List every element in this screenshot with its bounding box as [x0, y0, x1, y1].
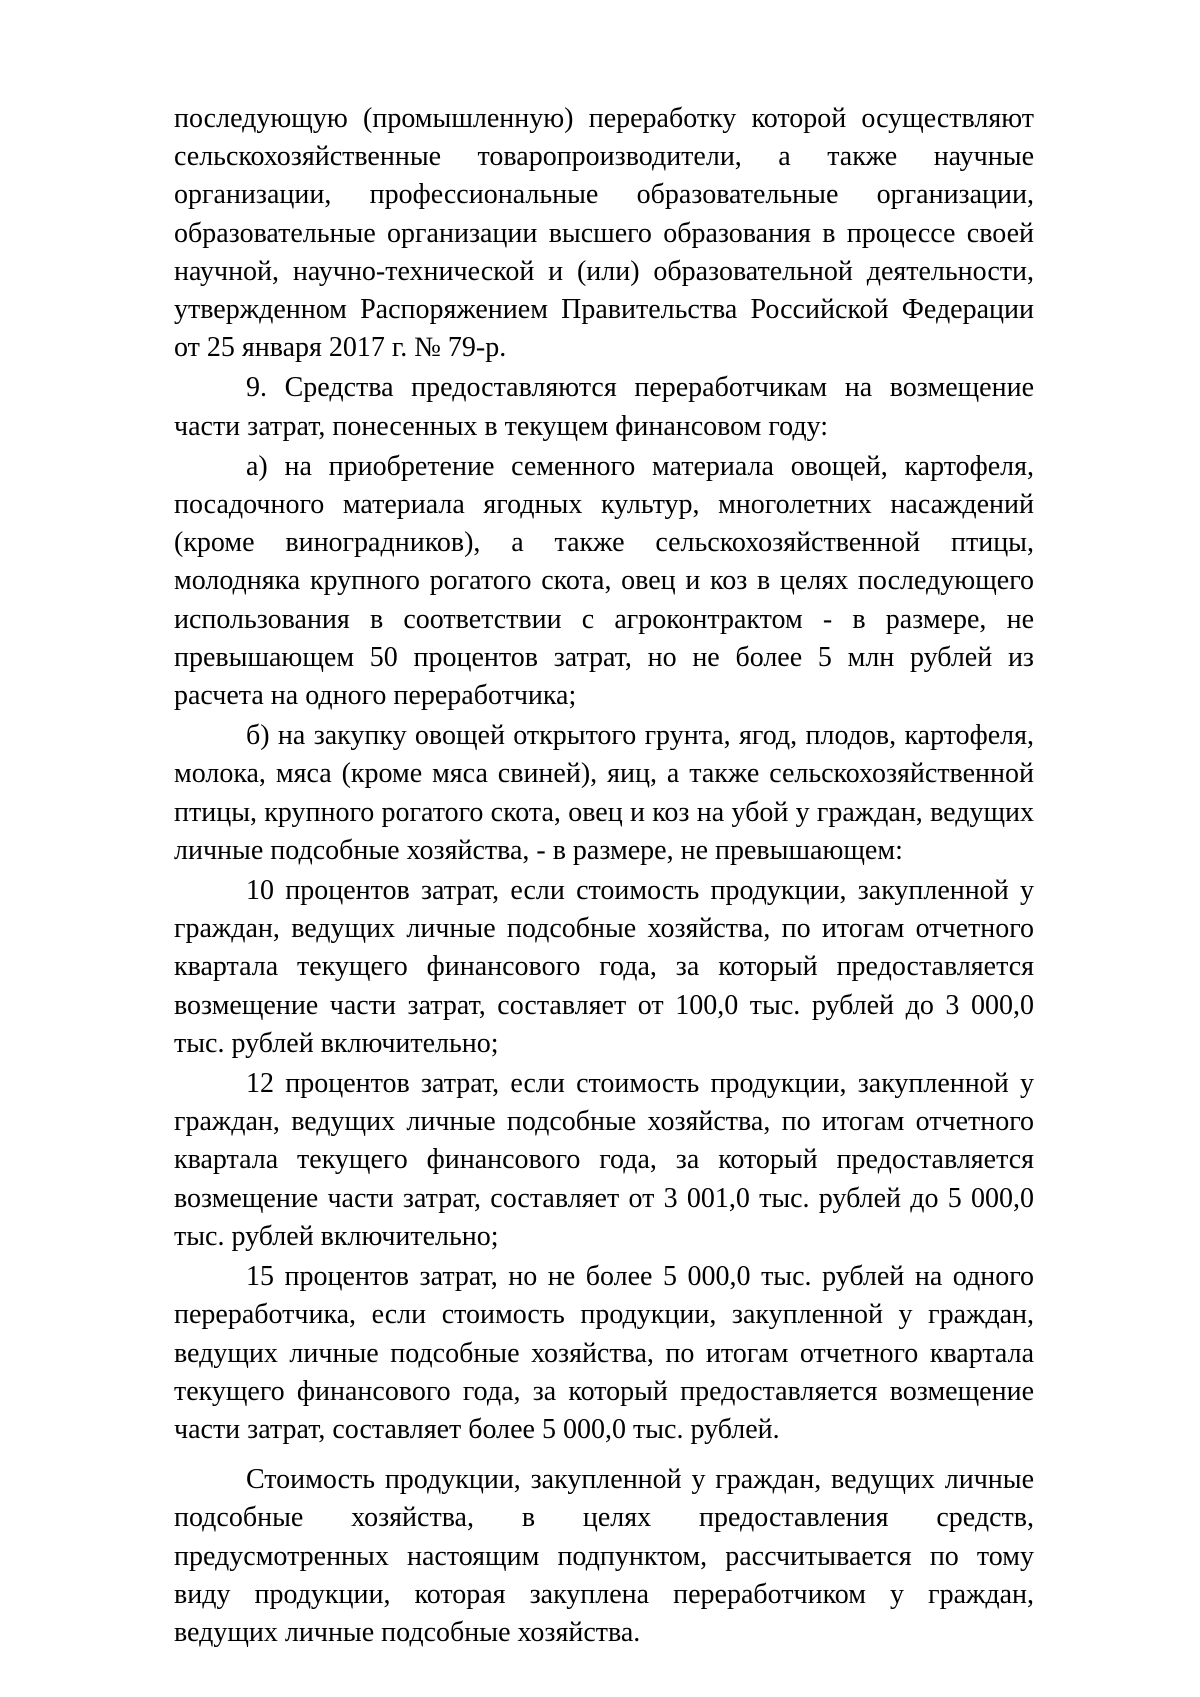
paragraph-rate-10: 10 процентов затрат, если стоимость продукции, закупленной у граждан, ведущих личные подсобные хозяйства, по итогам отчетного квартала текущего финансового года, за который предоставляется возмещение части затрат, составляет от 100,0 тыс. рублей до 3 000,0 тыс. рублей включительно; [174, 875, 1034, 1059]
paragraph-cost-calculation: Стоимость продукции, закупленной у граждан, ведущих личные подсобные хозяйства, в целях предоставления средств, предусмотренных настоящим подпунктом, рассчитывается по тому виду продукции, которая закуплена переработчиком у граждан, ведущих личные подсобные хозяйства. [174, 1464, 1034, 1648]
paragraph-rate-15: 15 процентов затрат, но не более 5 000,0 тыс. рублей на одного переработчика, если стоимость продукции, закупленной у граждан, ведущих личные подсобные хозяйства, по итогам отчетного квартала текущего финансового года, за который предоставляется возмещение части затрат, составляет более 5 000,0 тыс. рублей. [174, 1261, 1034, 1445]
paragraph-continuation: последующую (промышленную) переработку которой осуществляют сельскохозяйственные товаропроизводители, а также научные организации, профессиональные образовательные организации, образовательные организации высшего образования в процессе своей научной, научно-технической и (или) образовательной деятельности, утвержденном Распоряжением Правительства Российской Федерации от 25 января 2017 г. № 79-р. [174, 103, 1034, 364]
paragraph-rate-12: 12 процентов затрат, если стоимость продукции, закупленной у граждан, ведущих личные подсобные хозяйства, по итогам отчетного квартала текущего финансового года, за который предоставляется возмещение части затрат, составляет от 3 001,0 тыс. рублей до 5 000,0 тыс. рублей включительно; [174, 1068, 1034, 1252]
paragraph-item-9: 9. Средства предоставляются переработчикам на возмещение части затрат, понесенных в текущем финансовом году: [174, 372, 1034, 442]
paragraph-subitem-b: б) на закупку овощей открытого грунта, ягод, плодов, картофеля, молока, мяса (кроме мяса свиней), яиц, а также сельскохозяйственной птицы, крупного рогатого скота, овец и коз на убой у граждан, ведущих личные подсобные хозяйства, - в размере, не превышающем: [174, 720, 1034, 866]
paragraph-subitem-a: а) на приобретение семенного материала овощей, картофеля, посадочного материала ягодных культур, многолетних насаждений (кроме виноградников), а также сельскохозяйственной птицы, молодняка крупного рогатого скота, овец и коз в целях последующего использования в соответствии с агроконтрактом - в размере, не превышающем 50 процентов затрат, но не более 5 млн рублей из расчета на одного переработчика; [174, 450, 1034, 712]
document-page [174, 100, 1034, 1652]
